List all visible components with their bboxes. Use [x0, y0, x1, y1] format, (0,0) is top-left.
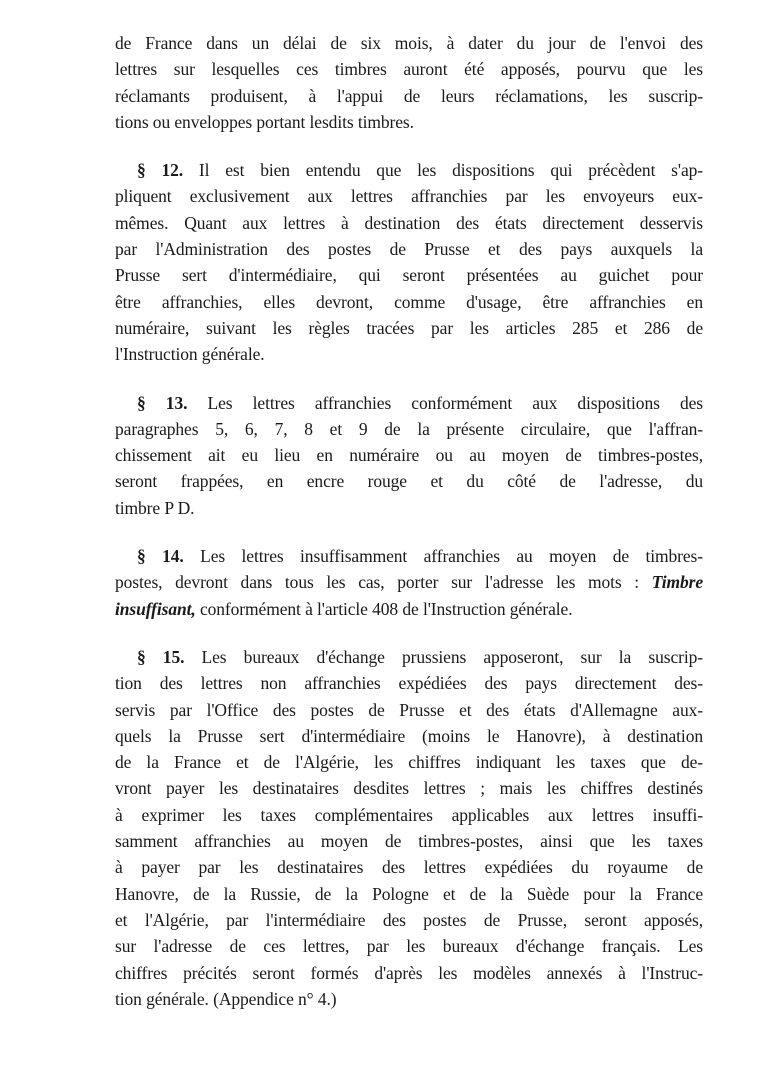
- paragraph-intro: [115, 30, 703, 135]
- text-line: [115, 596, 703, 622]
- text-line: [115, 390, 703, 416]
- text-line: tion générale. (Appendice n° 4.): [115, 988, 337, 1009]
- italic-text: Timbre: [651, 572, 703, 593]
- text-line: de France dans un délai de six mois, à dater du jour de l'envoi des: [115, 33, 703, 53]
- section-number: § 14.: [137, 546, 184, 567]
- section-12: [115, 157, 703, 367]
- text-line: chissement ait eu lieu en numéraire ou au moyen de timbres-postes,: [115, 445, 703, 466]
- text-line: lettres sur lesquelles ces timbres auront été apposés, pourvu que les: [115, 59, 703, 80]
- italic-text: insuffisant,: [115, 598, 196, 619]
- text-line: tion des lettres non affranchies expédiées des pays directement des-: [115, 673, 703, 694]
- section-14: [115, 543, 703, 622]
- text-line: quels la Prusse sert d'intermédiaire (moins le Hanovre), à destination: [115, 725, 703, 746]
- text-line: pliquent exclusivement aux lettres affranchies par les envoyeurs eux-: [115, 186, 703, 207]
- text-line: vront payer les destinataires desdites lettres ; mais les chiffres destinés: [115, 778, 703, 799]
- spacer: [115, 135, 703, 157]
- text-span: Les lettres affranchies conformément aux dispositions des: [207, 392, 703, 413]
- text-line: servis par l'Office des postes de Prusse et des états d'Allemagne aux-: [115, 699, 703, 720]
- text-line: à exprimer les taxes complémentaires applicables aux lettres insuffi-: [115, 804, 703, 825]
- text-span: Les lettres insuffisamment affranchies au moyen de timbres-: [200, 546, 703, 567]
- section-number: § 15.: [137, 646, 185, 667]
- text-span: conformément à l'article 408 de l'Instruction générale.: [199, 598, 573, 619]
- text-line: l'Instruction générale.: [115, 344, 265, 365]
- text-line: chiffres précités seront formés d'après les modèles annexés à l'Instruc-: [115, 962, 703, 983]
- text-line: tions ou enveloppes portant lesdits timbres.: [115, 111, 414, 132]
- text-line: paragraphes 5, 6, 7, 8 et 9 de la présente circulaire, que l'affran-: [115, 418, 703, 439]
- text-line: sur l'adresse de ces lettres, par les bureaux d'échange français. Les: [115, 936, 703, 957]
- text-line: [115, 644, 703, 670]
- text-line: Hanovre, de la Russie, de la Pologne et de la Suède pour la France: [115, 883, 703, 904]
- spacer: [115, 521, 703, 543]
- text-line: numéraire, suivant les règles tracées par les articles 285 et 286 de: [115, 317, 703, 338]
- text-line: de la France et de l'Algérie, les chiffres indiquant les taxes que de-: [115, 752, 703, 773]
- text-line: à payer par les destinataires des lettres expédiées du royaume de: [115, 857, 703, 878]
- text-line: [115, 569, 703, 595]
- text-line: et l'Algérie, par l'intermédiaire des postes de Prusse, seront apposés,: [115, 909, 703, 930]
- text-line: [115, 543, 703, 569]
- section-15: [115, 644, 703, 1012]
- text-line: samment affranchies au moyen de timbres-postes, ainsi que les taxes: [115, 831, 703, 852]
- spacer: [115, 622, 703, 644]
- spacer: [115, 368, 703, 390]
- document-page: [115, 30, 703, 1012]
- text-line: réclamants produisent, à l'appui de leurs réclamations, les suscrip-: [115, 85, 703, 106]
- text-span: postes, devront dans tous les cas, porter sur l'adresse les mots :: [115, 572, 640, 593]
- section-number: § 12.: [137, 160, 184, 181]
- text-line: timbre P D.: [115, 497, 195, 518]
- text-line: [115, 157, 703, 183]
- text-line: seront frappées, en encre rouge et du côté de l'adresse, du: [115, 471, 703, 492]
- text-span: Il est bien entendu que les dispositions qui précèdent s'ap-: [198, 160, 703, 181]
- section-13: [115, 390, 703, 521]
- text-line: par l'Administration des postes de Prusse et des pays auxquels la: [115, 239, 703, 260]
- section-number: § 13.: [137, 392, 188, 413]
- text-span: Les bureaux d'échange prussiens apposeront, sur la suscrip-: [201, 646, 703, 667]
- text-line: mêmes. Quant aux lettres à destination des états directement desservis: [115, 212, 703, 233]
- text-line: être affranchies, elles devront, comme d'usage, être affranchies en: [115, 291, 703, 312]
- text-line: Prusse sert d'intermédiaire, qui seront présentées au guichet pour: [115, 265, 703, 286]
